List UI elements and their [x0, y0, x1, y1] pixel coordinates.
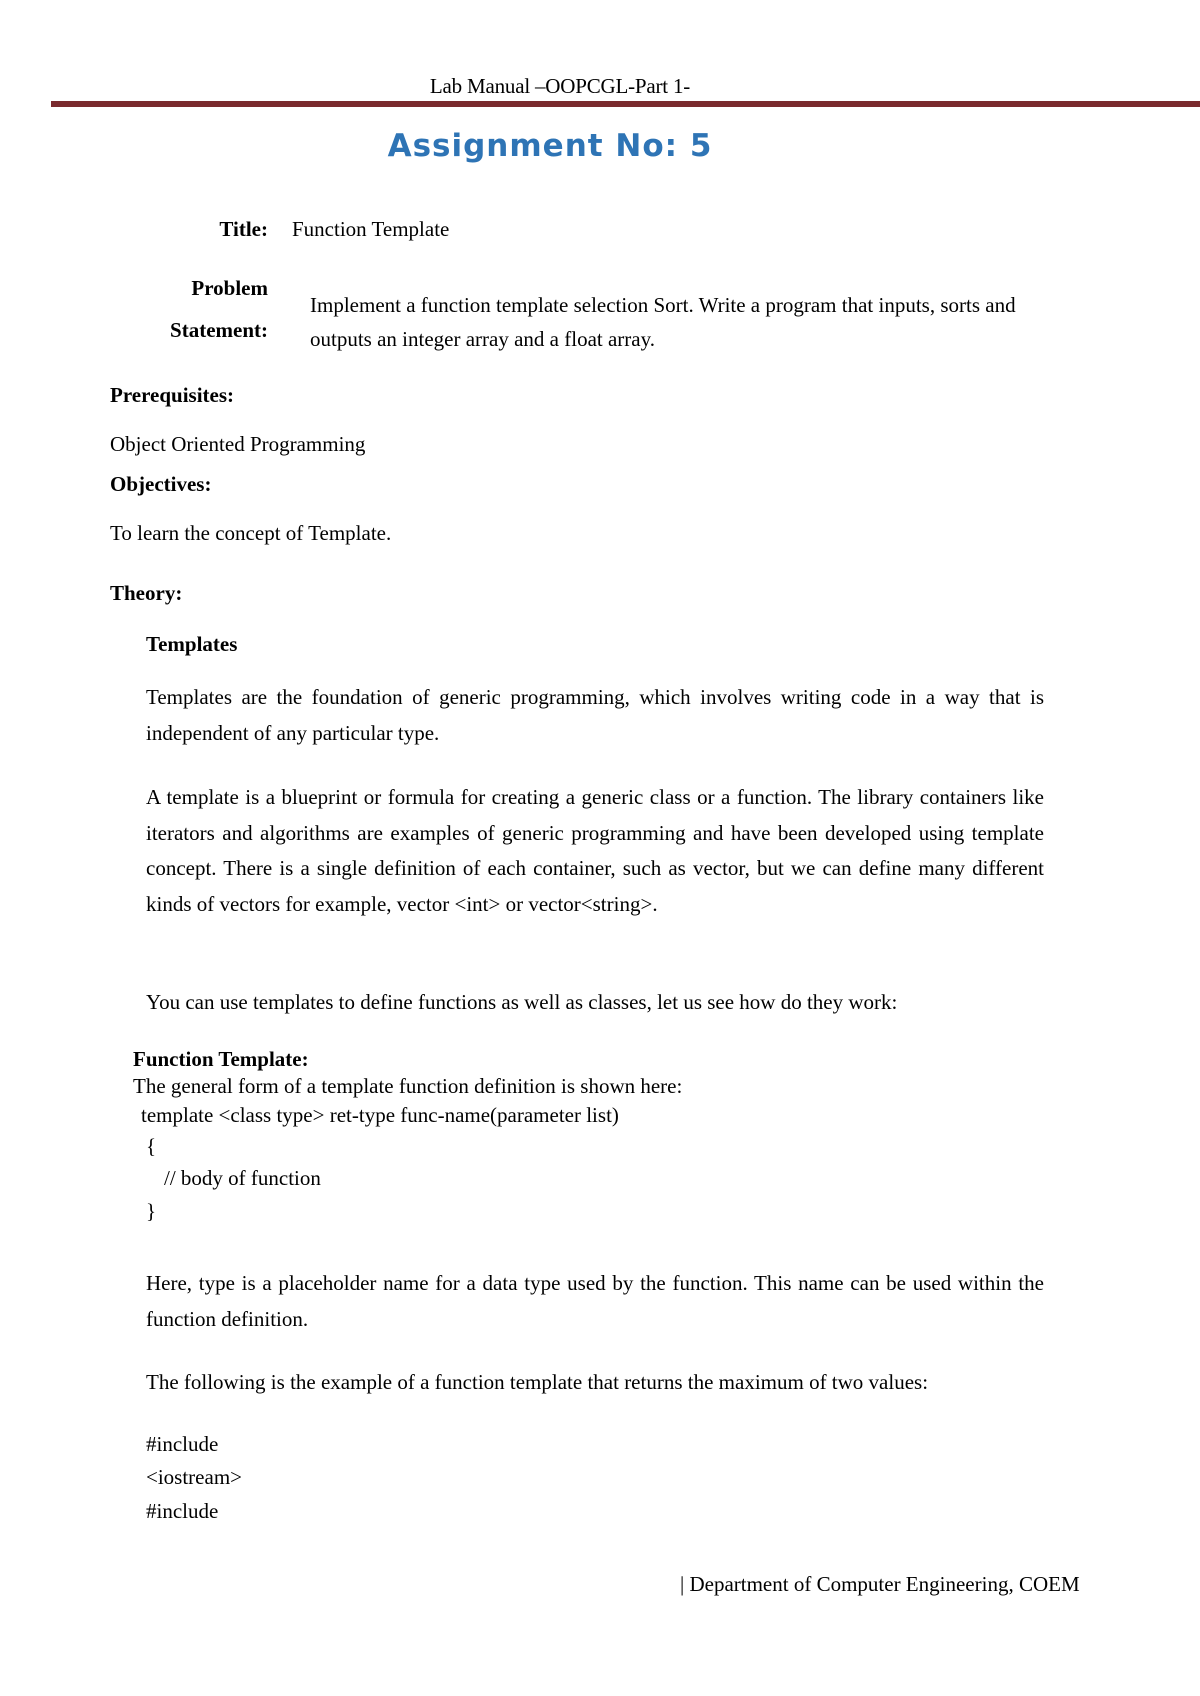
- function-template-explanation: Here, type is a placeholder name for a data type used by the function. This name can be used within the function definition.: [146, 1271, 1044, 1331]
- running-header: Lab Manual –OOPCGL-Part 1-: [429, 74, 691, 98]
- code-body-comment: // body of function: [164, 1166, 321, 1190]
- function-template-heading: Function Template:: [133, 1047, 309, 1071]
- theory-paragraph-1: Templates are the foundation of generic programming, which involves writing code in a way that is independent of any particular type.: [146, 685, 1044, 745]
- templates-heading: Templates: [146, 632, 238, 656]
- objectives-text: To learn the concept of Template.: [110, 521, 392, 545]
- theory-paragraph-3: You can use templates to define functions as well as classes, let us see how do they work:: [146, 990, 898, 1014]
- code-close-brace: }: [146, 1199, 157, 1223]
- page-footer: | Department of Computer Engineering, COEM: [680, 1572, 1080, 1596]
- problem-statement-text: Implement a function template selection Sort. Write a program that inputs, sorts and outputs an integer array and a float array.: [310, 293, 1016, 351]
- function-template-example-intro: The following is the example of a function template that returns the maximum of two values:: [146, 1370, 929, 1394]
- example-line-3: #include: [146, 1499, 219, 1523]
- title-value: Function Template: [292, 217, 450, 241]
- assignment-heading: Assignment No: 5: [387, 128, 713, 164]
- example-line-2: <iostream>: [146, 1465, 242, 1489]
- objectives-heading: Objectives:: [110, 472, 212, 496]
- problem-label-line-2: Statement:: [170, 318, 268, 342]
- problem-label-line-1: Problem: [191, 276, 268, 300]
- code-open-brace: {: [146, 1134, 157, 1158]
- prerequisites-heading: Prerequisites:: [110, 383, 235, 407]
- theory-heading: Theory:: [110, 581, 183, 605]
- code-signature: template <class type> ret-type func-name(parameter list): [141, 1103, 619, 1127]
- prerequisites-text: Object Oriented Programming: [110, 432, 366, 456]
- header-rule: [51, 101, 1200, 107]
- example-line-1: #include: [146, 1432, 219, 1456]
- problem-statement-label: [0, 267, 268, 351]
- theory-paragraph-2: A template is a blueprint or formula for creating a generic class or a function. The library containers like iterators and algorithms are examples of generic programming and have been developed using template concept. There is a single definition of each container, such as vector, but we can define many different kinds of vectors for example, vector <int> or vector<string>.: [146, 785, 1044, 916]
- title-label: Title:: [219, 217, 268, 241]
- function-template-intro: The general form of a template function definition is shown here:: [133, 1074, 683, 1098]
